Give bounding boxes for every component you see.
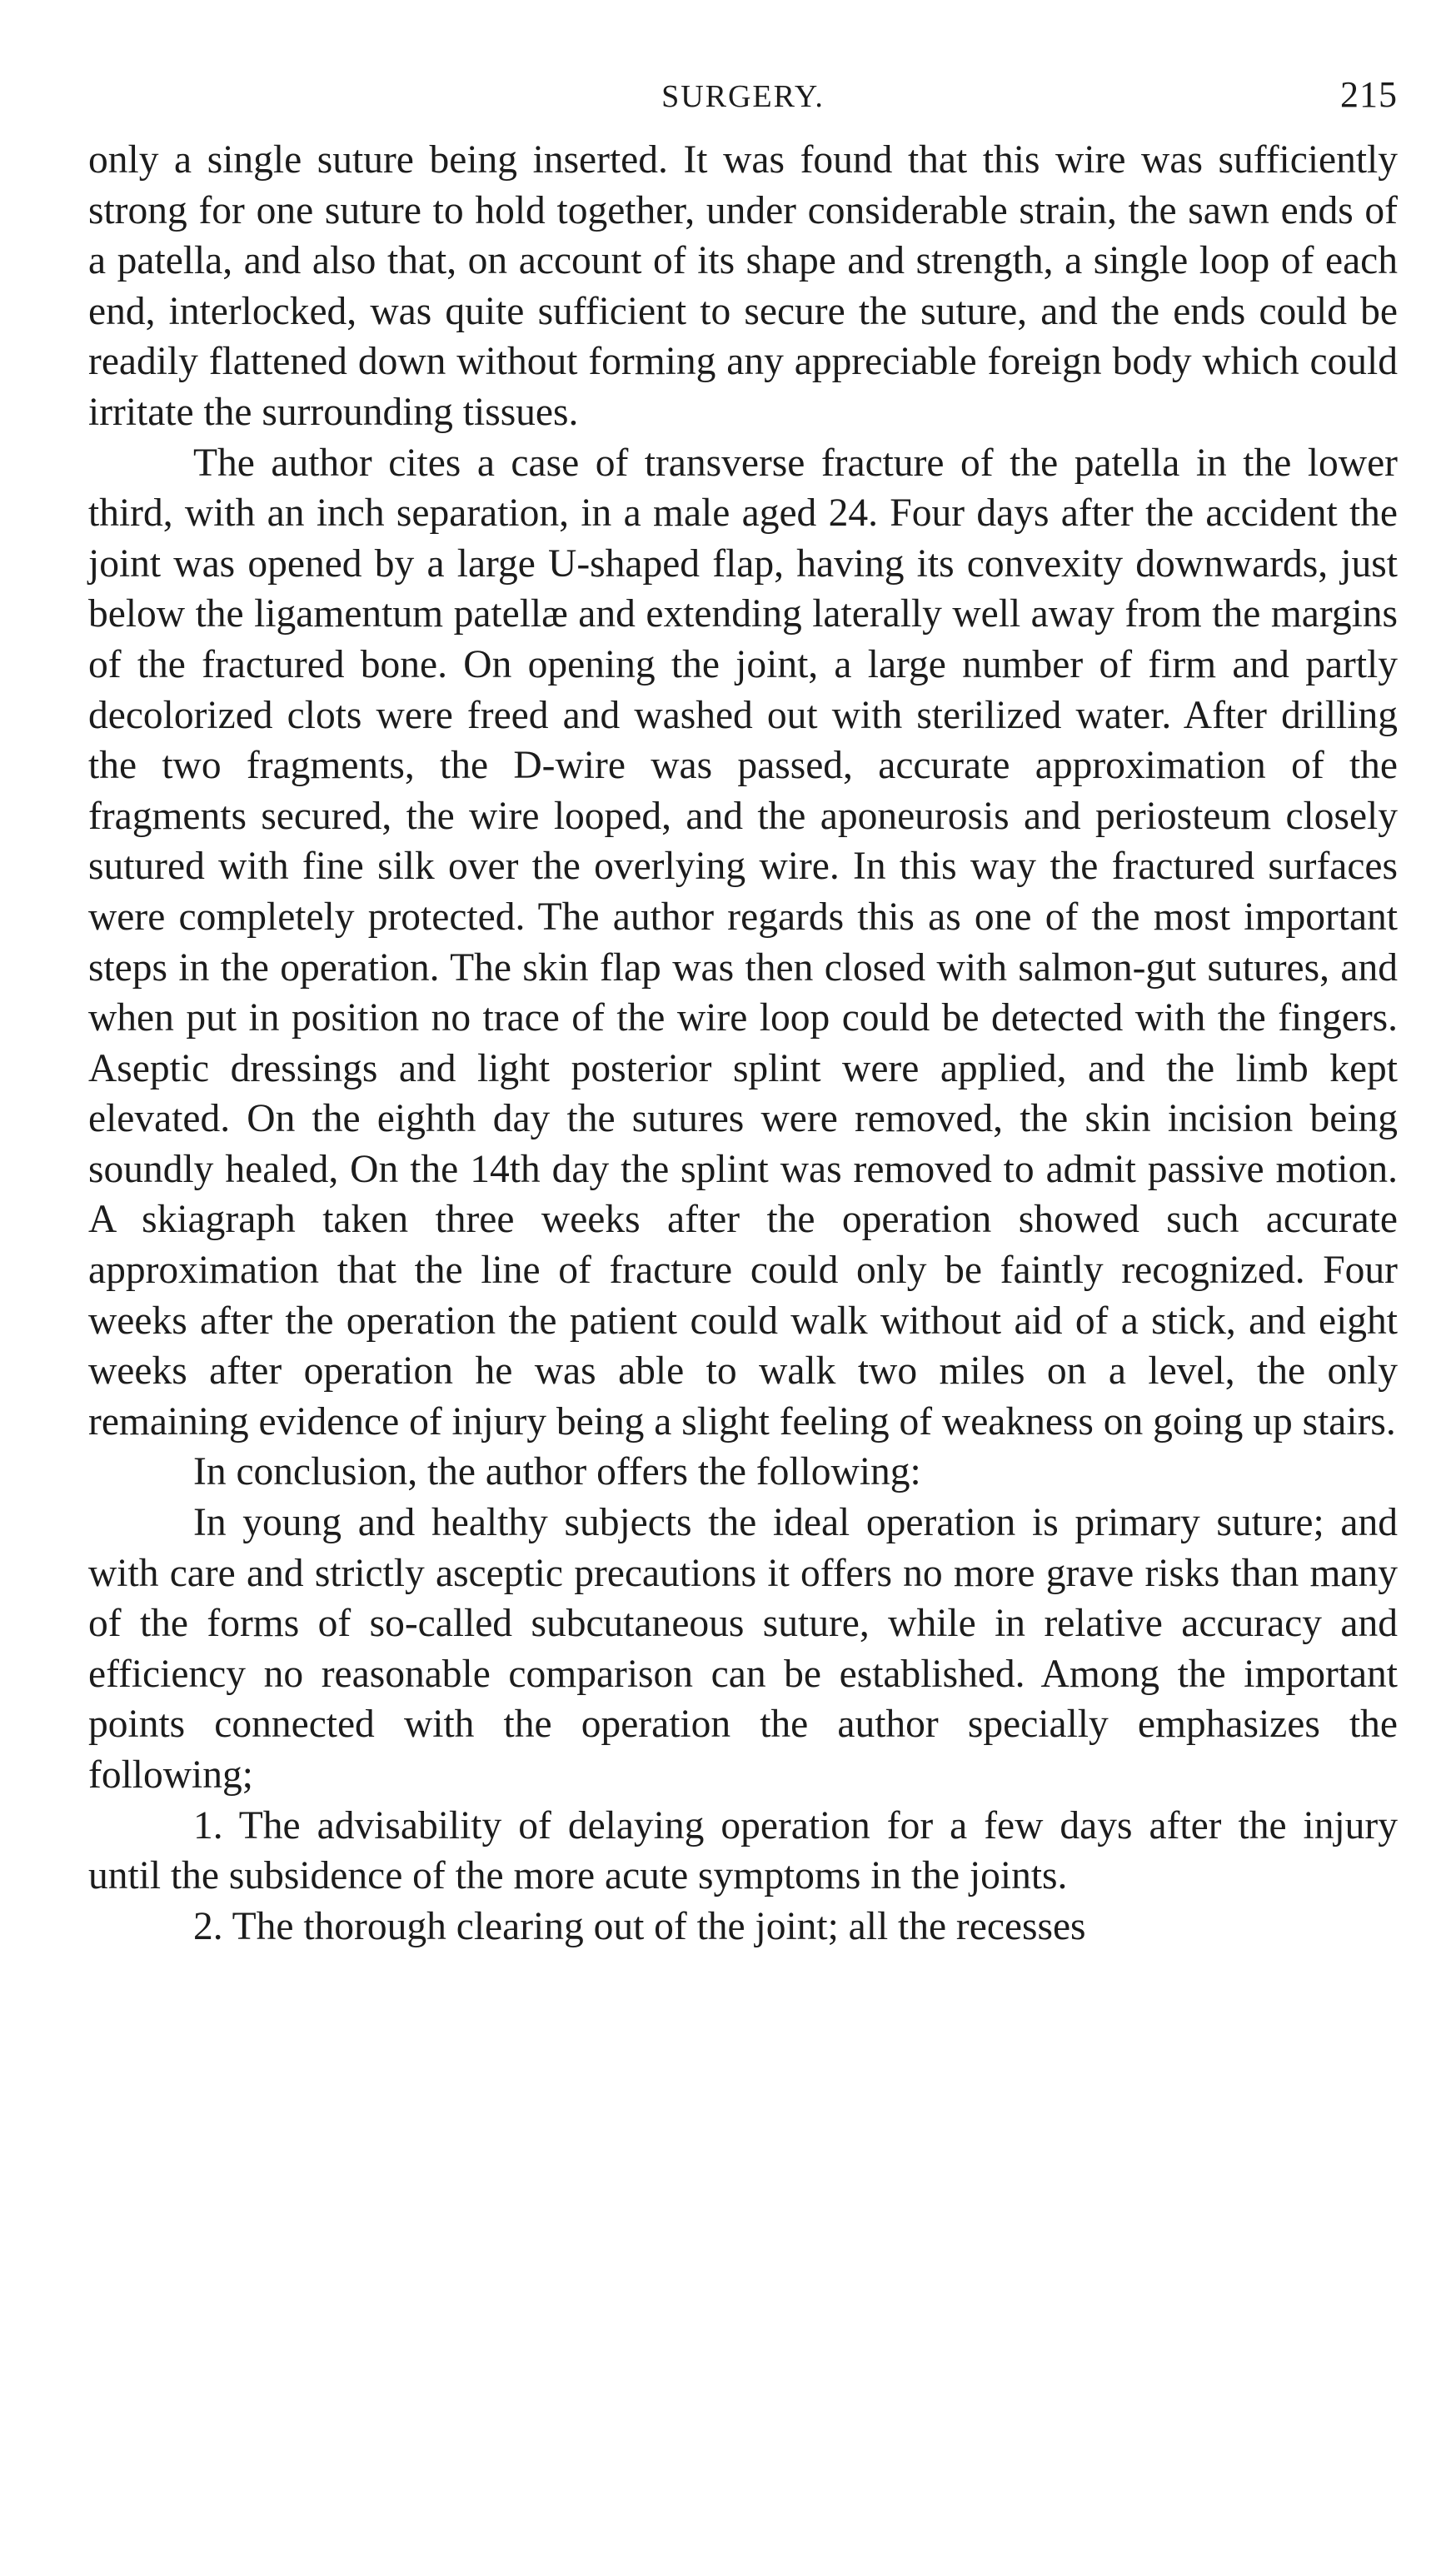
paragraph-case-report: The author cites a case of transverse fracture of the patella in the lower third, with an inch separation, in a male aged 24. Four days after the accident the joint was opened by a large U-shaped flap, having its convexity downwards, just below the ligamentum patellæ and extending laterally well away from the margins of the fractured bone. On opening the joint, a large number of firm and partly decolorized clots were freed and washed out with sterilized water. After drilling the two fragments, the D-wire was passed, accurate approximation of the fragments secured, the wire looped, and the aponeurosis and periosteum closely sutured with fine silk over the overlying wire. In this way the fractured surfaces were completely protected. The author regards this as one of the most important steps in the operation. The skin flap was then closed with salmon-gut sutures, and when put in position no trace of the wire loop could be detected with the fingers. Aseptic dressings and light posterior splint were applied, and the limb kept elevated. On the eighth day the sutures were removed, the skin incision being soundly healed, On the 14th day the splint was removed to admit passive motion. A skiagraph taken three weeks after the operation showed such accurate approximation that the line of fracture could only be faintly recognized. Four weeks after the operation the patient could walk without aid of a stick, and eight weeks after operation he was able to walk two miles on a level, the only remaining evidence of injury being a slight feeling of weakness on going up stairs. <box>88 441 1398 1444</box>
running-title: SURGERY. <box>661 79 825 114</box>
running-head <box>88 70 1398 128</box>
paragraph-conclusion: In young and healthy subjects the ideal operation is primary suture; and with care and strictly asceptic precautions it offers no more grave risks than many of the forms of so-called subcutaneous suture, while in relative accuracy and efficiency no reasonable comparison can be established. Among the important points connected with the operation the author specially emphasizes the following; <box>88 1501 1398 1797</box>
book-page <box>88 70 1398 1952</box>
paragraph-continuation: only a single suture being inserted. It was found that this wire was sufficiently strong for one suture to hold together, under considerable strain, the sawn ends of a patella, and also that, on account of its shape and strength, a single loop of each end, interlocked, was quite sufficient to secure the suture, and the ends could be readily flattened down without forming any appreciable foreign body which could irritate the surrounding tissues. <box>88 138 1398 434</box>
list-item: 2. The thorough clearing out of the joint; all the recesses <box>193 1904 1086 1948</box>
body-text <box>88 135 1398 1952</box>
page-number: 215 <box>1340 74 1398 115</box>
list-item: 1. The advisability of delaying operation for a few days after the injury until the subsidence of the more acute symptoms in the joints. <box>88 1803 1398 1898</box>
paragraph-conclusion-intro: In conclusion, the author offers the following: <box>193 1450 921 1494</box>
